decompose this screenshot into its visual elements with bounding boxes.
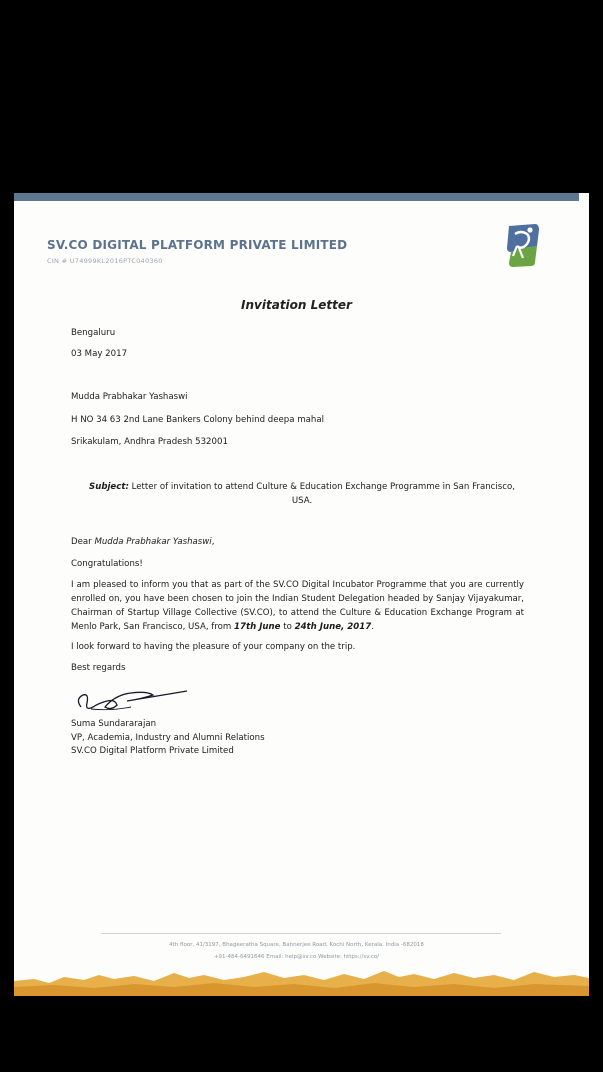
subject-line <box>82 480 522 508</box>
svco-logo-icon <box>505 222 541 268</box>
closing-line: I look forward to having the pleasure of your company on the trip. <box>71 642 356 652</box>
skyline-graphic <box>14 963 589 996</box>
greeting: Congratulations! <box>71 559 143 569</box>
signatory-title: VP, Academia, Industry and Alumni Relations <box>71 733 265 743</box>
salutation-suffix: , <box>211 537 215 547</box>
footer-address: 4th floor, 41/3197, Bhageeratha Square, Bannerjee Road, Kochi North, Kerala, India -682018 <box>169 942 424 948</box>
signatory-company: SV.CO Digital Platform Private Limited <box>71 746 234 756</box>
date-connector: to <box>280 622 295 632</box>
company-cin: CIN # U74999KL2016PTC040360 <box>47 257 163 265</box>
body-end: . <box>371 622 374 632</box>
signatory-name: Suma Sundararajan <box>71 719 157 729</box>
recipient-address-line2: Srikakulam, Andhra Pradesh 532001 <box>71 437 228 447</box>
subject-text: Letter of invitation to attend Culture & Education Exchange Programme in San Francisco, USA. <box>128 482 515 506</box>
letter-page <box>14 193 589 996</box>
body-paragraph <box>71 578 524 634</box>
body-text: I am pleased to inform you that as part of the SV.CO Digital Incubator Programme that you are currently enrolled on, you have been chosen to join the Indian Student Delegation headed by Sanjay Vijayakumar, Chairman of Startup Village Collective (SV.CO), to attend the Culture & Education Exchange Program at Menlo Park, San Francisco, USA, from <box>71 580 524 632</box>
end-date: 24th June, 2017 <box>294 622 372 632</box>
letter-date: 03 May 2017 <box>71 349 128 359</box>
letter-place: Bengaluru <box>71 328 116 338</box>
regards: Best regards <box>71 663 126 673</box>
recipient-name: Mudda Prabhakar Yashaswi <box>71 392 188 402</box>
salutation <box>71 537 214 547</box>
letter-title: Invitation Letter <box>241 298 352 312</box>
footer-contact: +91-484-6491646 Email: help@sv.co Website: https://sv.co/ <box>213 954 380 960</box>
footer-divider <box>101 933 501 934</box>
company-name: SV.CO DIGITAL PLATFORM PRIVATE LIMITED <box>47 238 348 252</box>
recipient-address-line1: H NO 34 63 2nd Lane Bankers Colony behind deepa mahal <box>71 415 324 425</box>
signature-image <box>71 681 201 721</box>
start-date: 17th June <box>234 622 281 632</box>
header-bar <box>14 193 579 201</box>
salutation-prefix: Dear <box>71 537 95 547</box>
subject-label: Subject: <box>89 482 129 492</box>
salutation-name: Mudda Prabhakar Yashaswi <box>94 537 212 547</box>
